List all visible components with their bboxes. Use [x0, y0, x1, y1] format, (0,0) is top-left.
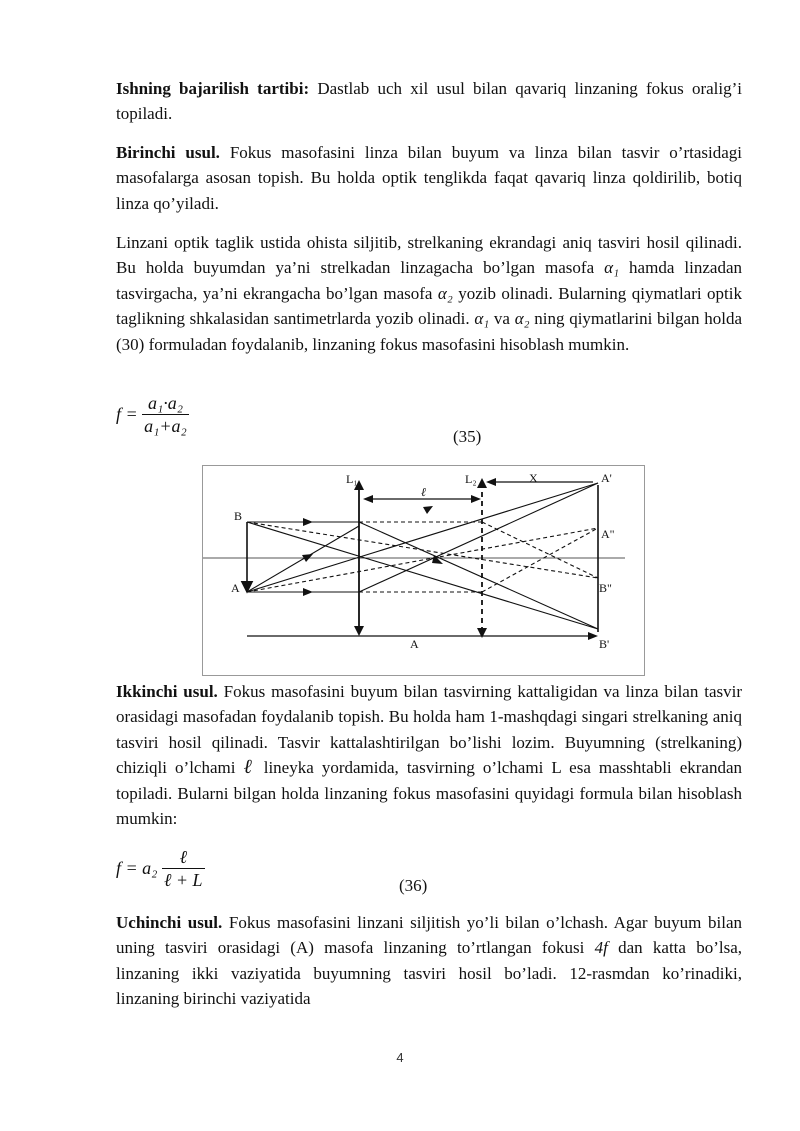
equation-number-35: (35) — [453, 427, 482, 446]
label-A-distance: A — [410, 637, 419, 651]
paragraph-method-1-details — [116, 230, 742, 357]
method-1-text: Fokus masofasini linza bilan buyum va linza bilan tasvir o’rtasidagi masofalarga asosan topish. Bu holda optik tenglikda faqat qavariq linza qoldirilib, botiq linza qo’yiladi. — [116, 143, 742, 213]
details-text-2: hamda linzadan tasvirgacha, ya’ni ekrangacha bo’lgan masofa — [116, 258, 742, 303]
lens-diagram — [203, 466, 644, 675]
label-A: A — [231, 581, 240, 595]
formula-35-lhs: f = — [116, 404, 138, 424]
alpha2-symbol: α₂ — [437, 283, 453, 303]
paragraph-method-2 — [116, 679, 742, 831]
details-text-4: va — [489, 309, 515, 329]
intro-text: Dastlab uch xil usul bilan qavariq linzaning fokus oralig’i topiladi. — [116, 79, 742, 124]
method-2-text-2: lineyka yordamida, tasvirning o’lchami L esa masshtabli ekrandan topiladi. Bularni bilgan holda linzaning fokus masofasini quyidagi formula bilan hisoblash mumkin: — [116, 758, 742, 829]
formula-36-denominator: ℓ + L — [163, 870, 203, 890]
label-X: X — [529, 471, 538, 485]
equation-number-36: (36) — [399, 876, 428, 895]
formula-35-fraction — [142, 392, 189, 437]
details-text-5: ning qiymatlarini bilgan holda (30) formuladan foydalanib, linzaning fokus masofasini hisoblash mumkin. — [116, 309, 742, 354]
label-A-double-prime: A" — [601, 527, 615, 541]
method-1-lead: Birinchi usul. — [116, 143, 220, 162]
label-B-prime: B' — [599, 637, 610, 651]
label-A-prime: A' — [601, 471, 612, 485]
dashed-rays — [247, 522, 598, 592]
method-3-text-1: Fokus masofasini linzani siljitish yo’li bilan o’lchash. Agar buyum bilan uning tasviri orasidagi (A) masofa linzaning to’rtlangan fokusi — [116, 913, 742, 958]
four-f-symbol: 4f — [594, 938, 608, 958]
formula-35-denominator: a₁+a₂ — [144, 416, 187, 436]
formula-36 — [116, 846, 205, 891]
alpha2-symbol-2: α₂ — [514, 309, 530, 329]
formula-36-numerator: ℓ — [162, 846, 205, 869]
details-text-1: Linzani optik taglik ustida ohista siljitib, strelkaning ekrandagi aniq tasviri hosil qilinadi. Bu holda buyumdan ya’ni strelkadan linzagacha bo’lgan masofa — [116, 233, 742, 278]
details-text-3: yozib olinadi. Bularning qiymatlari optik taglikning shkalasidan santimetrlarda yozib olinadi. — [116, 283, 742, 329]
method-2-text-1: Fokus masofasini buyum bilan tasvirning kattaligidan va linza bilan tasvir orasidagi masofadan foydalanib topish. Bu holda ham 1-mashqdagi singari strelkaning aniq tasviri hosil qilinadi. Tasvir kattalashtirilgan bo’lishi lozim. Buyumning (strelkaning) chiziqli o’lchami — [116, 682, 742, 778]
lens-diagram-figure — [202, 465, 645, 676]
ray-arrowheads — [302, 506, 443, 596]
formula-36-fraction — [162, 846, 205, 891]
solid-rays — [247, 483, 598, 629]
alpha1-symbol-2: α₁ — [474, 309, 490, 329]
label-L1: L₁ — [346, 472, 358, 486]
intro-lead: Ishning bajarilish tartibi: — [116, 79, 310, 98]
page-number: 4 — [396, 1050, 404, 1065]
paragraph-intro — [116, 76, 742, 127]
method-3-text-2: dan katta bo’lsa, linzaning ikki vaziyatida buyumning tasviri hosil bo’ladi. 12-rasmdan ko’rinadiki, linzaning birinchi vaziyatida — [116, 938, 742, 1009]
method-2-lead: Ikkinchi usul. — [116, 682, 218, 701]
paragraph-method-1 — [116, 140, 742, 216]
label-B-double-prime: B" — [599, 581, 612, 595]
ell-symbol: ℓ — [243, 756, 256, 779]
paragraph-method-3 — [116, 910, 742, 1012]
formula-35 — [116, 392, 189, 437]
method-3-lead: Uchinchi usul. — [116, 913, 223, 932]
formula-36-lhs: f = a₂ — [116, 858, 158, 878]
label-L2: L₂ — [465, 472, 477, 486]
alpha1-symbol: α₁ — [604, 258, 620, 278]
label-ell: ℓ — [421, 485, 426, 499]
formula-35-numerator: a₁·a₂ — [142, 392, 189, 415]
label-B: B — [234, 509, 243, 523]
